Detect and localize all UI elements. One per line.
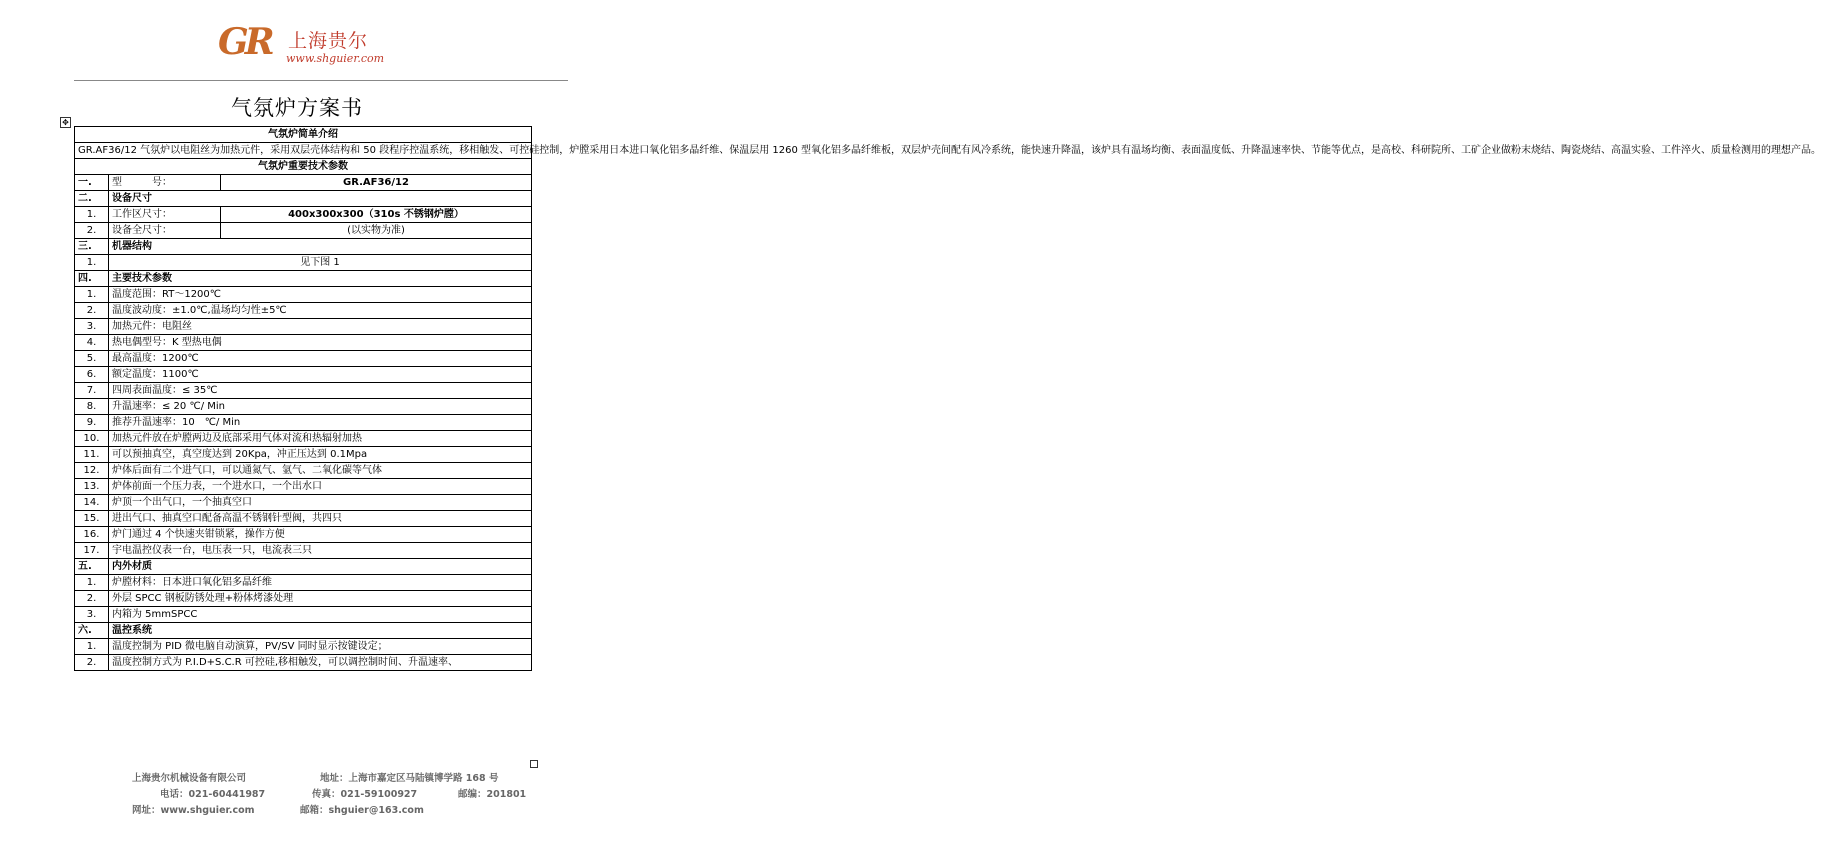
header-rule — [74, 80, 568, 81]
row-text: 升温速率：≤ 20 ℃/ Min — [109, 399, 532, 415]
footer-address: 地址：上海市嘉定区马陆镇博学路 168 号 — [320, 773, 499, 784]
row-text: 炉体前面一个压力表，一个进水口，一个出水口 — [109, 479, 532, 495]
section-number: 三. — [75, 239, 109, 255]
table-row — [75, 207, 532, 223]
control-group — [75, 639, 532, 671]
row-value: 400x300x300（310s 不锈钢炉膛） — [221, 207, 532, 223]
table-row — [75, 431, 532, 447]
table-row — [75, 479, 532, 495]
footer-phone: 电话：021-60441987 — [160, 789, 266, 800]
table-row — [75, 287, 532, 303]
table-row — [75, 527, 532, 543]
logo-website: www.shguier.com — [286, 52, 385, 65]
intro-text: GR.AF36/12 气氛炉以电阻丝为加热元件，采用双层壳体结构和 50 段程序控温系统，移相触发、可控硅控制，炉膛采用日本进口氧化铝多晶纤维、保温层用 1260 型氧化铝多晶纤维板，双层炉壳间配有风冷系统，能快速升降温，该炉具有温场均衡、表面温度低、升降温速率快、节能等优点，是高校、科研院所、工矿企业做粉末烧结、陶瓷烧结、高温实验、工件淬火、质量检测用的理想产品。 — [75, 143, 532, 159]
table-row — [75, 623, 532, 639]
table-row — [75, 463, 532, 479]
company-logo — [218, 22, 388, 70]
table-row — [75, 367, 532, 383]
table-row — [75, 447, 532, 463]
row-label: 设备全尺寸： — [109, 223, 221, 239]
row-text: 温度范围：RT～1200℃ — [109, 287, 532, 303]
footer-postcode: 邮编：201801 — [458, 789, 527, 800]
row-number: 1. — [75, 207, 109, 223]
row-number: 13. — [75, 479, 109, 495]
intro-title: 气氛炉简单介绍 — [75, 127, 532, 143]
row-number: 2. — [75, 591, 109, 607]
table-row — [75, 239, 532, 255]
table-row — [75, 543, 532, 559]
table-row — [75, 127, 532, 143]
params-title: 气氛炉重要技术参数 — [75, 159, 532, 175]
document-title: 气氛炉方案书 — [231, 96, 363, 120]
row-number: 一. — [75, 175, 109, 191]
table-row — [75, 495, 532, 511]
row-text: 推荐升温速率：10 ℃/ Min — [109, 415, 532, 431]
row-number: 6. — [75, 367, 109, 383]
row-text: 温度控制方式为 P.I.D+S.C.R 可控硅,移相触发，可以调控制时间、升温速率、 — [109, 655, 532, 671]
table-row — [75, 591, 532, 607]
table-row — [75, 255, 532, 271]
row-text: 最高温度：1200℃ — [109, 351, 532, 367]
table-row — [75, 351, 532, 367]
row-text: 外层 SPCC 钢板防锈处理+粉体烤漆处理 — [109, 591, 532, 607]
table-row — [75, 191, 532, 207]
section-title: 内外材质 — [109, 559, 532, 575]
row-text: 进出气口、抽真空口配备高温不锈钢针型阀，共四只 — [109, 511, 532, 527]
footer-company: 上海贵尔机械设备有限公司 — [132, 773, 247, 784]
section-number: 四. — [75, 271, 109, 287]
row-number: 15. — [75, 511, 109, 527]
model-label: 型 号： — [109, 175, 221, 191]
row-text: 加热元件：电阻丝 — [109, 319, 532, 335]
table-resize-handle[interactable] — [530, 760, 538, 768]
row-value: (以实物为准) — [221, 223, 532, 239]
table-row — [75, 511, 532, 527]
row-number: 14. — [75, 495, 109, 511]
row-text: 温度控制为 PID 微电脑自动演算，PV/SV 同时显示按键设定； — [109, 639, 532, 655]
row-number: 12. — [75, 463, 109, 479]
table-row — [75, 639, 532, 655]
table-move-handle-icon[interactable]: ✥ — [60, 117, 71, 128]
row-label: 工作区尺寸： — [109, 207, 221, 223]
section-title: 温控系统 — [109, 623, 532, 639]
section-title: 主要技术参数 — [109, 271, 532, 287]
footer-website: 网址：www.shguier.com — [132, 805, 255, 816]
footer-fax: 传真：021-59100927 — [312, 789, 418, 800]
table-row — [75, 559, 532, 575]
row-text: 炉体后面有二个进气口，可以通氮气、氩气、二氧化碳等气体 — [109, 463, 532, 479]
row-text: 内箱为 5mmSPCC — [109, 607, 532, 623]
row-number: 1. — [75, 287, 109, 303]
table-row — [75, 415, 532, 431]
row-text: 加热元件放在炉膛两边及底部采用气体对流和热辐射加热 — [109, 431, 532, 447]
table-row — [75, 223, 532, 239]
row-number: 1. — [75, 255, 109, 271]
table-row — [75, 335, 532, 351]
material-group — [75, 575, 532, 623]
row-text: 额定温度：1100℃ — [109, 367, 532, 383]
row-text: 炉顶一个出气口，一个抽真空口 — [109, 495, 532, 511]
row-number: 10. — [75, 431, 109, 447]
footer-email: 邮箱：shguier@163.com — [300, 805, 424, 816]
table-row — [75, 159, 532, 175]
row-text: 见下图 1 — [109, 255, 532, 271]
row-text: 炉门通过 4 个快速夹钳锁紧，操作方便 — [109, 527, 532, 543]
row-number: 1. — [75, 639, 109, 655]
row-text: 四周表面温度：≤ 35℃ — [109, 383, 532, 399]
logo-company-name: 上海贵尔 — [288, 30, 369, 52]
row-number: 8. — [75, 399, 109, 415]
table-row — [75, 383, 532, 399]
row-number: 2. — [75, 655, 109, 671]
table-row — [75, 143, 532, 159]
section-title: 设备尺寸 — [109, 191, 532, 207]
row-text: 宇电温控仪表一台，电压表一只，电流表三只 — [109, 543, 532, 559]
tech-params-group — [75, 287, 532, 559]
table-row — [75, 575, 532, 591]
table-row — [75, 399, 532, 415]
table-row — [75, 303, 532, 319]
row-text: 炉膛材料：日本进口氧化铝多晶纤维 — [109, 575, 532, 591]
row-number: 7. — [75, 383, 109, 399]
spec-table — [74, 126, 1821, 671]
row-number: 2. — [75, 223, 109, 239]
row-number: 16. — [75, 527, 109, 543]
table-row — [75, 655, 532, 671]
section-number: 六. — [75, 623, 109, 639]
table-row — [75, 175, 532, 191]
section-number: 五. — [75, 559, 109, 575]
section-number: 二. — [75, 191, 109, 207]
row-number: 3. — [75, 319, 109, 335]
row-text: 可以预抽真空，真空度达到 20Kpa，冲正压达到 0.1Mpa — [109, 447, 532, 463]
row-text: 热电偶型号：K 型热电偶 — [109, 335, 532, 351]
row-number: 4. — [75, 335, 109, 351]
row-number: 5. — [75, 351, 109, 367]
logo-mark: GR — [218, 21, 271, 63]
row-text: 温度波动度：±1.0℃,温场均匀性±5℃ — [109, 303, 532, 319]
section-title: 机器结构 — [109, 239, 532, 255]
row-number: 9. — [75, 415, 109, 431]
row-number: 1. — [75, 575, 109, 591]
row-number: 3. — [75, 607, 109, 623]
table-row — [75, 271, 532, 287]
row-number: 2. — [75, 303, 109, 319]
row-number: 17. — [75, 543, 109, 559]
model-value: GR.AF36/12 — [221, 175, 532, 191]
table-row — [75, 607, 532, 623]
table-row — [75, 319, 532, 335]
row-number: 11. — [75, 447, 109, 463]
